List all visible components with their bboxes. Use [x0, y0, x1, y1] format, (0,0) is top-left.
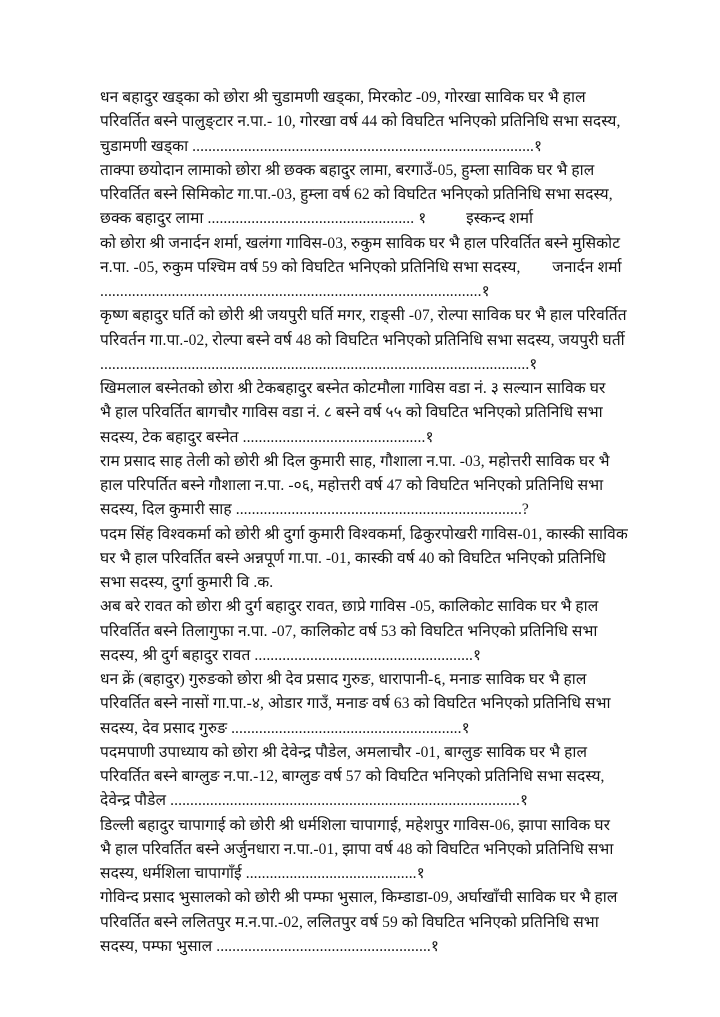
text-line-dotted-leader: ............................................................................................................१: [100, 355, 538, 373]
text-line: भै हाल परिवर्तित बागचौर गाविस वडा नं. ८ बस्ने वर्ष ५५ को विघटित भनिएको प्रतिनिधि सभा: [100, 404, 603, 422]
text-line: कृष्ण बहादुर घर्ति को छोरी श्री जयपुरी घर्ति मगर, राङ्सी -07, रोल्पा साविक घर भै हाल परिवर्तित: [100, 307, 627, 325]
text-line: गोविन्द प्रसाद भुसालको को छोरी श्री पम्फा भुसाल, किम्डाडा-09, अर्घाखाँची साविक घर भै हाल: [100, 889, 618, 907]
text-line-dotted-leader: सदस्य, धर्मशिला चापागाँई ...........................................१: [100, 865, 425, 882]
text-line: धन बहादुर खड्का को छोरा श्री चुडामणी खड्का, मिरकोट -09, गोरखा साविक घर भै हाल: [100, 89, 586, 106]
text-line: सभा सदस्य, दुर्गा कुमारी वि .क.: [100, 574, 274, 591]
text-line: पदम सिंह विश्वकर्मा को छोरी श्री दुर्गा कुमारी विश्वकर्मा, ढिकुरपोखरी गाविस-01, कास्की साविक: [100, 525, 628, 543]
document-body: [100, 86, 645, 959]
text-line: न.पा. -05, रुकुम पश्चिम वर्ष 59 को विघटित भनिएको प्रतिनिधि सभा सदस्य, जनार्दन शर्मा: [100, 258, 622, 276]
text-line: खिमलाल बस्नेतको छोरा श्री टेकबहादुर बस्नेत कोटमौला गाविस वडा नं. ३ सल्यान साविक घर: [100, 380, 606, 397]
text-line-dotted-leader: सदस्य, पम्फा भुसाल ......................................................१: [100, 937, 440, 955]
text-line-dotted-leader: सदस्य, टेक बहादुर बस्नेत ..............................................१: [100, 428, 434, 446]
text-line-dotted-leader: सदस्य, दिल कुमारी साह ........................................................................?: [100, 501, 529, 519]
text-line: परिवर्तन गा.पा.-02, रोल्पा बस्ने वर्ष 48 को विघटित भनिएको प्रतिनिधि सभा सदस्य, जयपुरी घर्ती: [100, 331, 625, 349]
text-line: परिवर्तित बस्ने नासों गा.पा.-४, ओडार गाउँ, मनाङ वर्ष 63 को विघटित भनिएको प्रतिनिधि सभा: [100, 695, 611, 713]
text-line: परिवर्तित बस्ने बाग्लुङ न.पा.-12, बाग्लुङ वर्ष 57 को विघटित भनिएको प्रतिनिधि सभा सदस्य,: [100, 768, 605, 785]
text-line: धन क्रें (बहादुर) गुरुङको छोरा श्री देव प्रसाद गुरुङ, धारापानी-६, मनाङ साविक घर भै हाल: [100, 671, 587, 688]
text-line-dotted-leader: देवेन्द्र पौडेल ........................................................................................१: [100, 792, 529, 810]
text-line-dotted-leader: छक्क बहादुर लामा .................................................... १ इस्कन्द शर्मा: [100, 210, 534, 228]
text-line: भै हाल परिवर्तित बस्ने अर्जुनधारा न.पा.-01, झापा वर्ष 48 को विघटित भनिएको प्रतिनिधि सभा: [100, 840, 614, 858]
text-line: को छोरा श्री जनार्दन शर्मा, खलंगा गाविस-03, रुकुम साविक घर भै हाल परिवर्तित बस्ने मुसिकोट: [100, 234, 621, 252]
text-line-dotted-leader: सदस्य, देव प्रसाद गुरुङ ..........................................................१: [100, 719, 470, 737]
text-line: ताक्पा छयोदान लामाको छोरा श्री छक्क बहादुर लामा, बरगाउँ-05, हुम्ला साविक घर भै हाल: [100, 161, 595, 179]
text-line: परिवर्तित बस्ने ललितपुर म.न.पा.-02, ललितपुर वर्ष 59 को विघटित भनिएको प्रतिनिधि सभा: [100, 913, 599, 931]
text-line: हाल परिपर्तित बस्ने गौशाला न.पा. -०६, महोत्तरी वर्ष 47 को विघटित भनिएको प्रतिनिधि सभा: [100, 477, 604, 494]
text-line: घर भै हाल परिवर्तित बस्ने अन्नपूर्ण गा.पा. -01, कास्की वर्ष 40 को विघटित भनिएको प्रतिनिधि: [100, 549, 606, 567]
text-line: परिवर्तित बस्ने सिमिकोट गा.पा.-03, हुम्ला वर्ष 62 को विघटित भनिएको प्रतिनिधि सभा सदस्य,: [100, 186, 613, 203]
text-line-dotted-leader: चुडामणी खड्का ......................................................................................१: [100, 137, 543, 155]
text-line-dotted-leader: सदस्य, श्री दुर्ग बहादुर रावत .......................................................१: [100, 646, 482, 664]
text-line: अब बरे रावत को छोरा श्री दुर्ग बहादुर रावत, छाप्रे गाविस -05, कालिकोट साविक घर भै हाल: [100, 598, 599, 616]
text-line: डिल्ली बहादुर चापागाई को छोरी श्री धर्मशिला चापागाई, महेशपुर गाविस-06, झापा साविक घर: [100, 816, 611, 834]
text-line: परिवर्तित बस्ने पालुङ्टार न.पा.- 10, गोरखा वर्ष 44 को विघटित भनिएको प्रतिनिधि सभा सदस्य,: [100, 113, 621, 131]
text-line-dotted-leader: ................................................................................................१: [100, 283, 490, 300]
text-line: पदमपाणी उपाध्याय को छोरा श्री देवेन्द्र पौडेल, अमलाचौर -01, बाग्लुङ साविक घर भै हाल: [100, 743, 588, 761]
text-line: राम प्रसाद साह तेली को छोरी श्री दिल कुमारी साह, गौशाला न.पा. -03, महोत्तरी साविक घर भै: [100, 452, 610, 470]
text-line: परिवर्तित बस्ने तिलागुफा न.पा. -07, कालिकोट वर्ष 53 को विघटित भनिएको प्रतिनिधि सभा: [100, 622, 598, 640]
